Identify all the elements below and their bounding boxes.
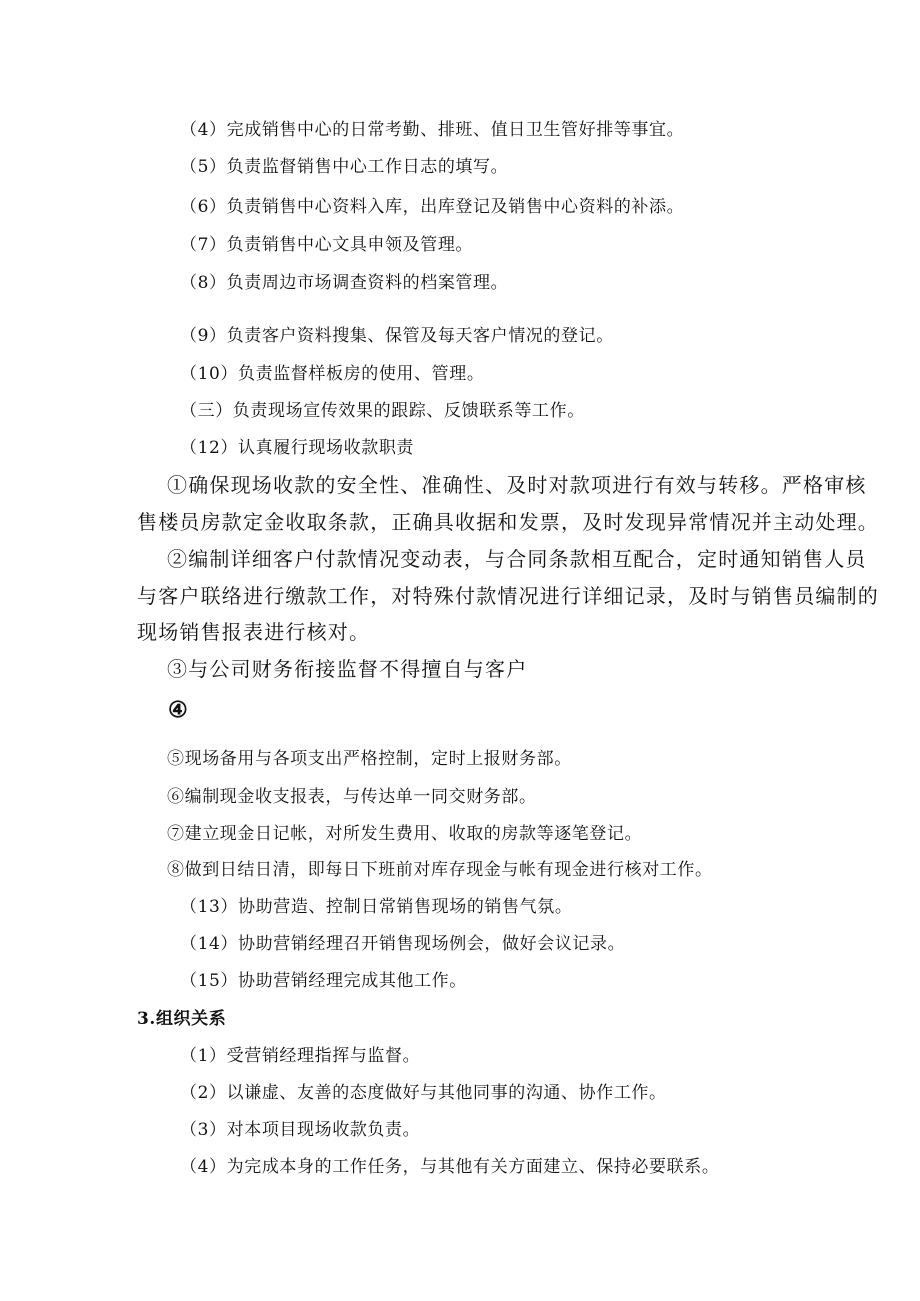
list-item: （9）负责客户资料搜集、保管及每天客户情况的登记。 (180, 326, 614, 346)
paragraph-line: 售楼员房款定金收取条款，正确具收据和发票，及时发现异常情况并主动处理。 (137, 510, 879, 534)
list-item: ⑤现场备用与各项支出严格控制，定时上报财务部。 (167, 749, 572, 769)
paragraph-line: 现场销售报表进行核对。 (137, 620, 371, 644)
list-item: （12）认真履行现场收款职责 (180, 438, 415, 458)
list-item: ⑧做到日结日清，即每日下班前对库存现金与帐有现金进行核对工作。 (167, 860, 713, 880)
list-item: （5）负责监督销售中心工作日志的填写。 (180, 157, 509, 177)
list-item: （3）对本项目现场收款负责。 (180, 1120, 421, 1140)
paragraph-line: 与客户联络进行缴款工作，对特殊付款情况进行详细记录，及时与销售员编制的 (137, 584, 879, 608)
circled-number-item: ④ (168, 697, 189, 723)
list-item: （三）负责现场宣传效果的跟踪、反馈联系等工作。 (180, 401, 585, 421)
list-item: （6）负责销售中心资料入库，出库登记及销售中心资料的补添。 (180, 197, 685, 217)
list-item: （7）负责销售中心文具申领及管理。 (180, 235, 474, 255)
list-item: （10）负责监督样板房的使用、管理。 (180, 364, 485, 384)
list-item: （2）以谦虚、友善的态度做好与其他同事的沟通、协作工作。 (180, 1083, 667, 1103)
paragraph-line: ①确保现场收款的安全性、准确性、及时对款项进行有效与转移。严格审核 (167, 473, 867, 497)
list-item: （1）受营销经理指挥与监督。 (180, 1046, 421, 1066)
section-heading: 3.组织关系 (137, 1009, 227, 1029)
list-item: ⑥编制现金收支报表，与传达单一同交财务部。 (167, 787, 537, 807)
paragraph-line: ③与公司财务衔接监督不得擅自与客户 (167, 657, 528, 681)
list-item: （13）协助营造、控制日常销售现场的销售气氛。 (180, 897, 573, 917)
list-item: （14）协助营销经理召开销售现场例会，做好会议记录。 (180, 934, 626, 954)
paragraph-line: ②编制详细客户付款情况变动表，与合同条款相互配合，定时通知销售人员 (167, 547, 867, 571)
list-item: （4）为完成本身的工作任务，与其他有关方面建立、保持必要联系。 (180, 1157, 720, 1177)
list-item: （4）完成销售中心的日常考勤、排班、值日卫生管好排等事宜。 (180, 120, 685, 140)
list-item: （15）协助营销经理完成其他工作。 (180, 971, 467, 991)
list-item: ⑦建立现金日记帐，对所发生费用、收取的房款等逐笔登记。 (167, 824, 643, 844)
list-item: （8）负责周边市场调查资料的档案管理。 (180, 273, 509, 293)
